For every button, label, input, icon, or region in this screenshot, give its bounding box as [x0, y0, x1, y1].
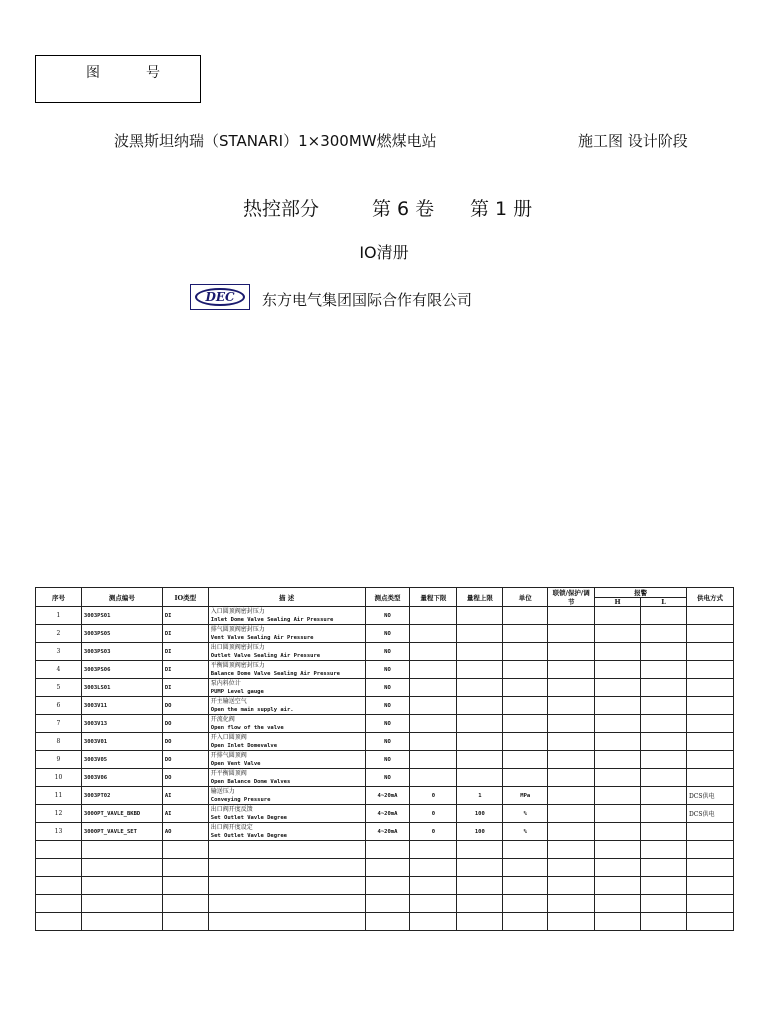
empty-cell — [162, 913, 208, 931]
empty-cell — [457, 877, 503, 895]
cell-power — [686, 607, 733, 625]
cell-alarm-h — [595, 643, 641, 661]
cell-desc — [208, 625, 365, 643]
empty-table-row — [36, 913, 734, 931]
cell-no: 5 — [36, 679, 82, 697]
empty-cell — [162, 895, 208, 913]
cell-range-high: 100 — [457, 823, 503, 841]
empty-cell — [162, 859, 208, 877]
empty-cell — [595, 841, 641, 859]
cell-tag: 3003PS03 — [81, 643, 162, 661]
io-list-table — [35, 587, 734, 931]
cell-range-low — [410, 661, 457, 679]
empty-cell — [595, 895, 641, 913]
empty-cell — [81, 895, 162, 913]
empty-table-row — [36, 841, 734, 859]
cell-interlock — [548, 715, 595, 733]
empty-cell — [457, 895, 503, 913]
desc-cn: 泵内料位计 — [210, 679, 241, 687]
cell-desc — [208, 751, 365, 769]
cell-tag: 3003LS01 — [81, 679, 162, 697]
empty-cell — [410, 895, 457, 913]
empty-cell — [548, 895, 595, 913]
cell-range-low — [410, 751, 457, 769]
empty-cell — [365, 877, 410, 895]
desc-cn: 开入口圆顶阀 — [210, 733, 247, 741]
cell-range-low — [410, 733, 457, 751]
cell-alarm-h — [595, 625, 641, 643]
empty-cell — [208, 841, 365, 859]
cell-no: 8 — [36, 733, 82, 751]
empty-cell — [365, 913, 410, 931]
table-row — [36, 625, 734, 643]
cell-point-type: NO — [365, 733, 410, 751]
drawing-no-label-b: 号 — [146, 65, 160, 81]
col-header-point-type: 测点类型 — [365, 588, 410, 607]
cell-tag: 3003V06 — [81, 769, 162, 787]
empty-cell — [410, 913, 457, 931]
cell-alarm-h — [595, 697, 641, 715]
cell-tag: 3003V05 — [81, 751, 162, 769]
cell-interlock — [548, 625, 595, 643]
dec-logo-text: DEC — [195, 288, 245, 306]
empty-cell — [162, 877, 208, 895]
cell-range-high — [457, 769, 503, 787]
cell-io-type: DI — [162, 643, 208, 661]
cell-power — [686, 733, 733, 751]
table-row — [36, 787, 734, 805]
cell-no: 2 — [36, 625, 82, 643]
cell-tag: 3003V11 — [81, 697, 162, 715]
cell-alarm-h — [595, 661, 641, 679]
empty-cell — [410, 841, 457, 859]
cell-interlock — [548, 751, 595, 769]
cell-no: 10 — [36, 769, 82, 787]
desc-cn: 入口圆顶阀密封压力 — [210, 607, 265, 615]
cell-no: 3 — [36, 643, 82, 661]
cell-range-high — [457, 661, 503, 679]
cell-unit — [503, 769, 548, 787]
cell-power — [686, 823, 733, 841]
empty-cell — [503, 877, 548, 895]
cell-io-type: DI — [162, 679, 208, 697]
cell-tag: 3003V01 — [81, 733, 162, 751]
col-header-range-low: 量程下限 — [410, 588, 457, 607]
empty-table-row — [36, 877, 734, 895]
cell-io-type: DO — [162, 733, 208, 751]
cell-power — [686, 643, 733, 661]
empty-cell — [641, 895, 687, 913]
cell-point-type: NO — [365, 697, 410, 715]
empty-cell — [595, 859, 641, 877]
cell-io-type: DI — [162, 607, 208, 625]
desc-en: Inlet Dome Valve Sealing Air Pressure — [210, 616, 334, 623]
empty-cell — [503, 895, 548, 913]
cell-interlock — [548, 607, 595, 625]
cell-range-low: 0 — [410, 805, 457, 823]
cell-point-type: NO — [365, 625, 410, 643]
cell-no: 12 — [36, 805, 82, 823]
col-header-tag: 测点编号 — [81, 588, 162, 607]
empty-cell — [81, 859, 162, 877]
empty-cell — [686, 895, 733, 913]
empty-table-row — [36, 895, 734, 913]
table-row — [36, 751, 734, 769]
table-row — [36, 607, 734, 625]
cell-range-high — [457, 733, 503, 751]
cell-alarm-h — [595, 715, 641, 733]
cell-no: 11 — [36, 787, 82, 805]
cell-alarm-l — [641, 625, 687, 643]
cell-alarm-l — [641, 823, 687, 841]
desc-cn: 出口圆顶阀密封压力 — [210, 643, 265, 651]
table-row — [36, 769, 734, 787]
cell-range-low — [410, 715, 457, 733]
cell-range-low — [410, 679, 457, 697]
empty-cell — [81, 913, 162, 931]
company-name: 东方电气集团国际合作有限公司 — [262, 291, 473, 309]
table-row — [36, 823, 734, 841]
col-header-alarm: 报警 — [595, 588, 687, 598]
empty-cell — [548, 877, 595, 895]
empty-table-row — [36, 859, 734, 877]
cell-io-type: AO — [162, 823, 208, 841]
cell-interlock — [548, 805, 595, 823]
desc-en: Open flow of the valve — [210, 724, 284, 731]
cell-range-high — [457, 625, 503, 643]
table-row — [36, 661, 734, 679]
cell-range-high — [457, 697, 503, 715]
cell-desc — [208, 661, 365, 679]
col-header-desc: 描 述 — [208, 588, 365, 607]
cell-interlock — [548, 661, 595, 679]
empty-cell — [365, 859, 410, 877]
cell-tag: 3003V13 — [81, 715, 162, 733]
cell-point-type: NO — [365, 715, 410, 733]
cell-alarm-l — [641, 751, 687, 769]
cell-interlock — [548, 823, 595, 841]
cell-alarm-h — [595, 751, 641, 769]
cell-alarm-l — [641, 679, 687, 697]
table-row — [36, 643, 734, 661]
empty-cell — [36, 859, 82, 877]
cell-range-low — [410, 607, 457, 625]
desc-cn: 排气圆顶阀密封压力 — [210, 625, 265, 633]
desc-en: Open Inlet Domevalve — [210, 742, 278, 749]
cell-point-type: NO — [365, 679, 410, 697]
cell-range-high — [457, 679, 503, 697]
cell-io-type: AI — [162, 787, 208, 805]
empty-cell — [208, 859, 365, 877]
empty-cell — [686, 859, 733, 877]
empty-cell — [595, 913, 641, 931]
cell-range-low — [410, 769, 457, 787]
cell-interlock — [548, 679, 595, 697]
cell-power — [686, 751, 733, 769]
empty-cell — [365, 841, 410, 859]
cell-range-high — [457, 751, 503, 769]
empty-cell — [36, 895, 82, 913]
cell-range-low: 0 — [410, 787, 457, 805]
cell-interlock — [548, 733, 595, 751]
cell-unit — [503, 607, 548, 625]
cell-range-low — [410, 697, 457, 715]
cell-desc — [208, 805, 365, 823]
desc-cn: 开平衡圆顶阀 — [210, 769, 247, 777]
cell-alarm-l — [641, 643, 687, 661]
desc-cn: 出口阀开度设定 — [210, 823, 253, 831]
cell-alarm-h — [595, 679, 641, 697]
book-number: 第 1 册 — [470, 198, 533, 220]
cell-power: DCS供电 — [686, 787, 733, 805]
cell-alarm-h — [595, 787, 641, 805]
cell-alarm-l — [641, 715, 687, 733]
desc-en: Conveying Pressure — [210, 796, 271, 803]
cell-alarm-h — [595, 769, 641, 787]
empty-cell — [595, 877, 641, 895]
cell-tag: 3003PS01 — [81, 607, 162, 625]
col-header-io-type: IO类型 — [162, 588, 208, 607]
cell-alarm-l — [641, 733, 687, 751]
cell-alarm-l — [641, 805, 687, 823]
cell-no: 7 — [36, 715, 82, 733]
empty-cell — [365, 895, 410, 913]
desc-en: Open Balance Dome Valves — [210, 778, 291, 785]
empty-cell — [410, 877, 457, 895]
cell-desc — [208, 697, 365, 715]
cell-desc — [208, 607, 365, 625]
document-title: IO清册 — [359, 243, 409, 262]
cell-point-type: NO — [365, 643, 410, 661]
cell-desc — [208, 715, 365, 733]
empty-cell — [162, 841, 208, 859]
cell-desc — [208, 787, 365, 805]
cell-no: 6 — [36, 697, 82, 715]
empty-cell — [641, 859, 687, 877]
cell-unit — [503, 643, 548, 661]
cell-no: 9 — [36, 751, 82, 769]
cell-alarm-h — [595, 823, 641, 841]
cell-power — [686, 769, 733, 787]
empty-cell — [548, 841, 595, 859]
empty-cell — [503, 859, 548, 877]
empty-cell — [457, 841, 503, 859]
cell-unit — [503, 679, 548, 697]
cell-unit: % — [503, 823, 548, 841]
cell-unit: MPa — [503, 787, 548, 805]
cell-alarm-l — [641, 787, 687, 805]
cell-unit — [503, 733, 548, 751]
cell-interlock — [548, 787, 595, 805]
project-name: 波黑斯坦纳瑞（STANARI）1×300MW燃煤电站 — [114, 132, 437, 150]
cell-alarm-h — [595, 805, 641, 823]
cell-point-type: NO — [365, 769, 410, 787]
desc-en: Outlet Valve Sealing Air Pressure — [210, 652, 321, 659]
cell-io-type: DI — [162, 625, 208, 643]
cell-interlock — [548, 643, 595, 661]
cell-desc — [208, 679, 365, 697]
cell-no: 4 — [36, 661, 82, 679]
empty-cell — [208, 895, 365, 913]
table-row — [36, 715, 734, 733]
col-header-no: 序号 — [36, 588, 82, 607]
cell-range-high — [457, 607, 503, 625]
cell-range-high: 1 — [457, 787, 503, 805]
cell-interlock — [548, 769, 595, 787]
dec-logo — [190, 284, 250, 310]
empty-cell — [208, 913, 365, 931]
empty-cell — [410, 859, 457, 877]
drawing-number-box — [35, 55, 201, 103]
empty-cell — [686, 913, 733, 931]
cell-power — [686, 715, 733, 733]
empty-cell — [686, 877, 733, 895]
cell-range-high — [457, 715, 503, 733]
cell-tag: 3003PS06 — [81, 661, 162, 679]
col-header-alarm-l: L — [641, 598, 687, 607]
volume-part: 热控部分 — [243, 198, 320, 220]
cell-alarm-h — [595, 733, 641, 751]
cell-power — [686, 625, 733, 643]
cell-unit: % — [503, 805, 548, 823]
cell-point-type: NO — [365, 661, 410, 679]
empty-cell — [457, 859, 503, 877]
volume-number: 第 6 卷 — [372, 198, 435, 220]
col-header-interlock: 联锁/保护/调节 — [548, 588, 595, 607]
cell-io-type: AI — [162, 805, 208, 823]
cell-point-type: NO — [365, 607, 410, 625]
empty-cell — [548, 859, 595, 877]
col-header-range-high: 量程上限 — [457, 588, 503, 607]
desc-cn: 平衡圆顶阀密封压力 — [210, 661, 265, 669]
col-header-power: 供电方式 — [686, 588, 733, 607]
cell-io-type: DO — [162, 769, 208, 787]
cell-desc — [208, 733, 365, 751]
desc-cn: 出口阀开度反馈 — [210, 805, 253, 813]
cell-tag: 3000PT_VAVLE_SET — [81, 823, 162, 841]
desc-en: Balance Dome Valve Sealing Air Pressure — [210, 670, 340, 677]
empty-cell — [641, 877, 687, 895]
empty-cell — [686, 841, 733, 859]
cell-desc — [208, 769, 365, 787]
table-row — [36, 805, 734, 823]
cell-alarm-l — [641, 607, 687, 625]
col-header-unit: 单位 — [503, 588, 548, 607]
cell-tag: 3000PT_VAVLE_BKBD — [81, 805, 162, 823]
empty-cell — [36, 877, 82, 895]
cell-unit — [503, 751, 548, 769]
cell-range-low — [410, 625, 457, 643]
cell-power — [686, 679, 733, 697]
cell-point-type: 4~20mA — [365, 805, 410, 823]
cell-point-type: 4~20mA — [365, 787, 410, 805]
cell-tag: 3003PS05 — [81, 625, 162, 643]
desc-cn: 输送压力 — [210, 787, 235, 795]
cell-desc — [208, 823, 365, 841]
empty-cell — [36, 841, 82, 859]
desc-cn: 开排气圆顶阀 — [210, 751, 247, 759]
empty-cell — [503, 841, 548, 859]
cell-power — [686, 661, 733, 679]
empty-cell — [208, 877, 365, 895]
cell-alarm-l — [641, 769, 687, 787]
cell-no: 1 — [36, 607, 82, 625]
cell-power — [686, 697, 733, 715]
cell-range-low — [410, 643, 457, 661]
cell-unit — [503, 625, 548, 643]
desc-en: Set Outlet Vavle Degree — [210, 832, 287, 839]
empty-cell — [457, 913, 503, 931]
col-header-alarm-h: H — [595, 598, 641, 607]
empty-cell — [81, 877, 162, 895]
cell-alarm-h — [595, 607, 641, 625]
empty-cell — [81, 841, 162, 859]
cell-range-low: 0 — [410, 823, 457, 841]
cell-point-type: NO — [365, 751, 410, 769]
table-row — [36, 679, 734, 697]
cell-unit — [503, 697, 548, 715]
cell-range-high: 100 — [457, 805, 503, 823]
desc-en: Vent Valve Sealing Air Pressure — [210, 634, 314, 641]
desc-cn: 开主输送空气 — [210, 697, 247, 705]
empty-cell — [36, 913, 82, 931]
cell-unit — [503, 661, 548, 679]
cell-desc — [208, 643, 365, 661]
desc-en: Open Vent Valve — [210, 760, 261, 767]
table-row — [36, 733, 734, 751]
cell-tag: 3003PT02 — [81, 787, 162, 805]
empty-cell — [641, 841, 687, 859]
design-stage: 施工图 设计阶段 — [578, 132, 688, 150]
cell-io-type: DO — [162, 751, 208, 769]
cell-io-type: DO — [162, 697, 208, 715]
cell-alarm-l — [641, 697, 687, 715]
desc-en: PUMP Level gauge — [210, 688, 264, 695]
desc-cn: 开流化阀 — [210, 715, 235, 723]
desc-en: Open the main supply air. — [210, 706, 294, 713]
table-row — [36, 697, 734, 715]
cell-io-type: DO — [162, 715, 208, 733]
cell-point-type: 4~20mA — [365, 823, 410, 841]
cell-interlock — [548, 697, 595, 715]
cell-alarm-l — [641, 661, 687, 679]
table-header-row — [36, 588, 734, 598]
cell-range-high — [457, 643, 503, 661]
cell-power: DCS供电 — [686, 805, 733, 823]
empty-cell — [503, 913, 548, 931]
cell-unit — [503, 715, 548, 733]
cell-io-type: DI — [162, 661, 208, 679]
drawing-no-label-a: 图 — [86, 65, 100, 81]
empty-cell — [548, 913, 595, 931]
empty-cell — [641, 913, 687, 931]
desc-en: Set Outlet Vavle Degree — [210, 814, 287, 821]
cell-no: 13 — [36, 823, 82, 841]
